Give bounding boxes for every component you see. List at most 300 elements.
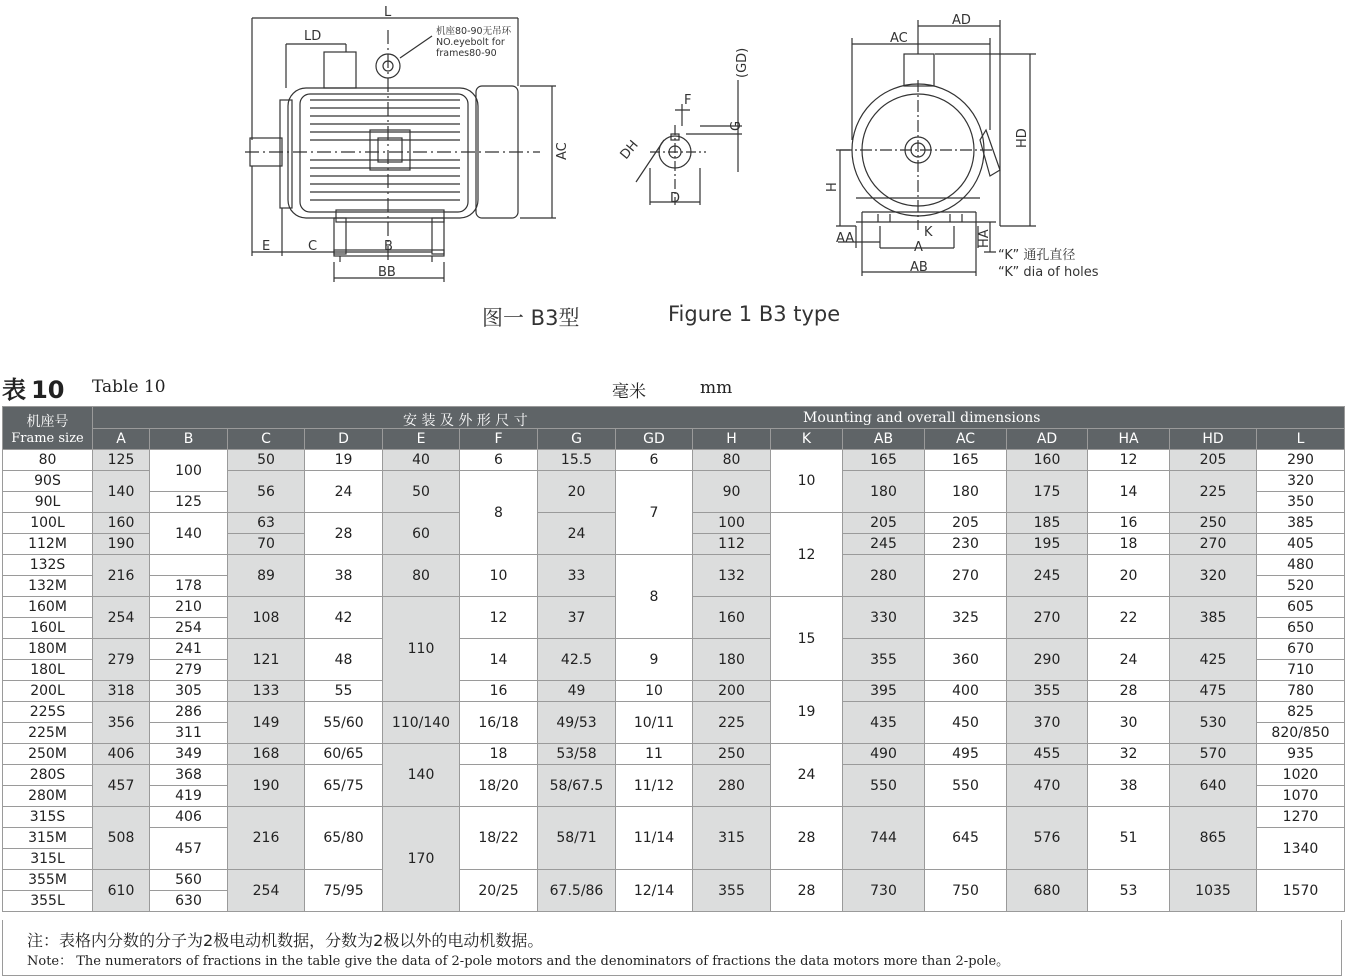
dimension-cell: 24 bbox=[1088, 639, 1170, 681]
dimension-cell: 165 bbox=[925, 450, 1007, 471]
table-title-number: 10 bbox=[31, 376, 65, 404]
label-e: E bbox=[262, 239, 271, 254]
frame-size-cell: 132S bbox=[3, 555, 93, 576]
dimension-cell: 425 bbox=[1170, 639, 1257, 681]
dimension-cell: 165 bbox=[843, 450, 925, 471]
frame-size-cell: 132M bbox=[3, 576, 93, 597]
unit-cn-wrap bbox=[612, 377, 646, 402]
dimension-cell: 24 bbox=[305, 471, 383, 513]
dimension-cell: 680 bbox=[1007, 870, 1088, 912]
dimension-cell: 279 bbox=[150, 660, 228, 681]
dimension-cell: 149 bbox=[228, 702, 305, 744]
dimension-cell: 6 bbox=[460, 450, 538, 471]
dimension-cell: 49 bbox=[538, 681, 616, 702]
dimension-cell: 18 bbox=[1088, 534, 1170, 555]
dimension-cell: 560 bbox=[150, 870, 228, 891]
dimension-cell: 250 bbox=[1170, 513, 1257, 534]
dimension-cell: 30 bbox=[1088, 702, 1170, 744]
dimension-cell: 744 bbox=[843, 807, 925, 870]
group-header-cn: 安 装 及 外 形 尺 寸 bbox=[403, 413, 528, 429]
column-header: A bbox=[93, 429, 150, 450]
dimension-cell: 355 bbox=[1007, 681, 1088, 702]
dimension-cell: 175 bbox=[1007, 471, 1088, 513]
dimension-cell: 435 bbox=[843, 702, 925, 744]
frame-size-cell: 200L bbox=[3, 681, 93, 702]
dimension-cell: 60 bbox=[383, 513, 460, 555]
dimension-cell: 311 bbox=[150, 723, 228, 744]
dimension-cell: 1035 bbox=[1170, 870, 1257, 912]
unit-en-wrap bbox=[700, 378, 732, 398]
dimension-cell: 190 bbox=[93, 534, 150, 555]
unit-en: mm bbox=[700, 378, 733, 398]
dimension-cell: 42 bbox=[305, 597, 383, 639]
dimension-cell: 205 bbox=[925, 513, 1007, 534]
frame-size-cell: 355M bbox=[3, 870, 93, 891]
dimension-cell: 140 bbox=[150, 513, 228, 555]
table-row bbox=[3, 744, 1345, 765]
dimension-cell: 12/14 bbox=[616, 870, 693, 912]
label-l: L bbox=[384, 5, 392, 20]
dimension-cell: 216 bbox=[93, 555, 150, 597]
dimension-cell: 270 bbox=[925, 555, 1007, 597]
column-header: AB bbox=[843, 429, 925, 450]
dimension-cell: 355 bbox=[693, 870, 771, 912]
dimension-cell: 55 bbox=[305, 681, 383, 702]
label-g: G bbox=[729, 120, 744, 131]
dimension-cell: 225 bbox=[693, 702, 771, 744]
dimension-cell: 610 bbox=[93, 870, 150, 912]
figure-caption-en: Figure 1 B3 type bbox=[668, 302, 841, 326]
dimension-cell: 48 bbox=[305, 639, 383, 681]
dimension-cell: 520 bbox=[1257, 576, 1345, 597]
dimension-cell: 570 bbox=[1170, 744, 1257, 765]
note-cn: 注：表格内分数的分子为2极电动机数据，分数为2极以外的电动机数据。 bbox=[27, 931, 544, 950]
dimension-cell: 650 bbox=[1257, 618, 1345, 639]
dimension-cell: 14 bbox=[460, 639, 538, 681]
dimension-cell: 865 bbox=[1170, 807, 1257, 870]
table-title-en-wrap bbox=[92, 377, 166, 397]
dimension-cell: 1340 bbox=[1257, 828, 1345, 870]
dimension-cell: 133 bbox=[228, 681, 305, 702]
dimension-cell: 12 bbox=[771, 513, 843, 597]
dimension-cell: 180 bbox=[693, 639, 771, 681]
dimension-cell: 16/18 bbox=[460, 702, 538, 744]
dimension-cell: 11/14 bbox=[616, 807, 693, 870]
dimension-cell: 18/22 bbox=[460, 807, 538, 870]
frame-size-header bbox=[3, 407, 93, 450]
column-header: D bbox=[305, 429, 383, 450]
dimension-cell: 90 bbox=[693, 471, 771, 513]
note-en-line bbox=[27, 950, 1009, 969]
frame-size-cell: 355L bbox=[3, 891, 93, 912]
label-d: D bbox=[670, 191, 681, 206]
frame-size-cell: 160L bbox=[3, 618, 93, 639]
label-aa: AA bbox=[836, 231, 855, 246]
frame-size-cell: 315S bbox=[3, 807, 93, 828]
dimension-cell: 50 bbox=[228, 450, 305, 471]
table-row bbox=[3, 765, 1345, 786]
note-en-label: Note： bbox=[27, 954, 73, 969]
dimension-cell: 16 bbox=[1088, 513, 1170, 534]
dimension-cell: 550 bbox=[925, 765, 1007, 807]
dimension-cell: 140 bbox=[383, 744, 460, 807]
dimension-cell: 38 bbox=[305, 555, 383, 597]
dimension-cell: 457 bbox=[150, 828, 228, 870]
dimension-cell: 820/850 bbox=[1257, 723, 1345, 744]
dimension-cell: 780 bbox=[1257, 681, 1345, 702]
dimension-cell: 355 bbox=[843, 639, 925, 681]
dimension-cell: 495 bbox=[925, 744, 1007, 765]
frame-size-cell: 315L bbox=[3, 849, 93, 870]
dimension-cell: 65/80 bbox=[305, 807, 383, 870]
unit-cn: 毫米 bbox=[612, 382, 646, 402]
dimension-cell: 53/58 bbox=[538, 744, 616, 765]
column-header: H bbox=[693, 429, 771, 450]
dimension-cell: 330 bbox=[843, 597, 925, 639]
dimension-cell: 368 bbox=[150, 765, 228, 786]
dimension-cell: 170 bbox=[383, 807, 460, 912]
dimension-cell: 9 bbox=[616, 639, 693, 681]
dimension-cell: 10 bbox=[460, 555, 538, 597]
frame-size-cell: 280S bbox=[3, 765, 93, 786]
dimension-cell: 349 bbox=[150, 744, 228, 765]
label-c: C bbox=[308, 239, 318, 254]
dimension-cell: 395 bbox=[843, 681, 925, 702]
column-header-row bbox=[3, 429, 1345, 450]
column-header: C bbox=[228, 429, 305, 450]
label-hd: HD bbox=[1015, 128, 1030, 148]
frame-size-cell: 80 bbox=[3, 450, 93, 471]
dimension-cell: 318 bbox=[93, 681, 150, 702]
dimension-cell: 10/11 bbox=[616, 702, 693, 744]
dimension-cell: 279 bbox=[93, 639, 150, 681]
dimension-cell: 400 bbox=[925, 681, 1007, 702]
label-h: H bbox=[825, 182, 840, 192]
dimension-cell: 15.5 bbox=[538, 450, 616, 471]
dimension-cell: 24 bbox=[771, 744, 843, 807]
dimension-cell: 28 bbox=[771, 807, 843, 870]
holes-note-1: “K” 通孔直径 bbox=[998, 248, 1076, 263]
dimension-cell: 1020 bbox=[1257, 765, 1345, 786]
dimension-cell: 24 bbox=[538, 513, 616, 555]
label-bb: BB bbox=[378, 265, 396, 280]
dimension-cell: 58/67.5 bbox=[538, 765, 616, 807]
dimension-cell: 63 bbox=[228, 513, 305, 534]
frame-size-cell: 112M bbox=[3, 534, 93, 555]
dimension-cell: 185 bbox=[1007, 513, 1088, 534]
dimension-cell: 28 bbox=[1088, 681, 1170, 702]
label-ld: LD bbox=[304, 29, 322, 44]
dimension-cell: 245 bbox=[1007, 555, 1088, 597]
label-ac-front: AC bbox=[890, 31, 908, 46]
dimension-cell: 168 bbox=[228, 744, 305, 765]
group-header-en: Mounting and overall dimensions bbox=[803, 410, 1041, 426]
dimension-cell: 20/25 bbox=[460, 870, 538, 912]
dimension-cell: 230 bbox=[925, 534, 1007, 555]
column-header: K bbox=[771, 429, 843, 450]
dimension-cell: 56 bbox=[228, 471, 305, 513]
dimension-cell: 200 bbox=[693, 681, 771, 702]
dimension-cell: 320 bbox=[1257, 471, 1345, 492]
dimension-cell: 160 bbox=[93, 513, 150, 534]
column-header: L bbox=[1257, 429, 1345, 450]
dimension-cell: 550 bbox=[843, 765, 925, 807]
dimension-cell: 254 bbox=[150, 618, 228, 639]
dimension-cell: 1070 bbox=[1257, 786, 1345, 807]
label-dh: DH bbox=[617, 137, 642, 163]
label-gd: (GD) bbox=[735, 47, 750, 78]
column-header: F bbox=[460, 429, 538, 450]
dimension-cell: 40 bbox=[383, 450, 460, 471]
dimension-cell: 245 bbox=[843, 534, 925, 555]
dimension-cell: 178 bbox=[150, 576, 228, 597]
dimension-cell: 75/95 bbox=[305, 870, 383, 912]
dimension-cell: 630 bbox=[150, 891, 228, 912]
dimension-cell: 20 bbox=[1088, 555, 1170, 597]
dimension-cell: 20 bbox=[538, 471, 616, 513]
frame-header-cn: 机座号 bbox=[26, 413, 69, 430]
dimension-cell: 32 bbox=[1088, 744, 1170, 765]
column-header: E bbox=[383, 429, 460, 450]
dimension-cell: 270 bbox=[1007, 597, 1088, 639]
table-body bbox=[3, 450, 1345, 912]
frame-size-cell: 315M bbox=[3, 828, 93, 849]
dimension-cell: 645 bbox=[925, 807, 1007, 870]
dimension-cell: 8 bbox=[616, 555, 693, 639]
dimension-cell: 320 bbox=[1170, 555, 1257, 597]
dimension-cell: 350 bbox=[1257, 492, 1345, 513]
label-b: B bbox=[384, 239, 393, 254]
dimension-cell: 286 bbox=[150, 702, 228, 723]
group-header bbox=[93, 407, 1345, 429]
dimension-cell: 356 bbox=[93, 702, 150, 744]
dimension-cell: 530 bbox=[1170, 702, 1257, 744]
dimension-cell: 37 bbox=[538, 597, 616, 639]
dimension-cell: 14 bbox=[1088, 471, 1170, 513]
terminal-box bbox=[370, 130, 410, 170]
dimension-cell: 480 bbox=[1257, 555, 1345, 576]
dimension-cell: 576 bbox=[1007, 807, 1088, 870]
column-header: B bbox=[150, 429, 228, 450]
dimension-cell: 18 bbox=[460, 744, 538, 765]
dimension-cell: 18/20 bbox=[460, 765, 538, 807]
dimension-cell: 670 bbox=[1257, 639, 1345, 660]
dimension-cell: 49/53 bbox=[538, 702, 616, 744]
dimension-cell: 190 bbox=[228, 765, 305, 807]
table-title-cn: 表 bbox=[2, 376, 26, 404]
dimension-cell: 125 bbox=[93, 450, 150, 471]
dimension-cell: 125 bbox=[150, 492, 228, 513]
label-ac: AC bbox=[555, 142, 570, 160]
dimension-cell: 121 bbox=[228, 639, 305, 681]
dimensions-table bbox=[2, 406, 1345, 912]
dimension-cell: 508 bbox=[93, 807, 150, 870]
dimension-cell: 110/140 bbox=[383, 702, 460, 744]
dimension-cell: 132 bbox=[693, 555, 771, 597]
dimension-cell: 22 bbox=[1088, 597, 1170, 639]
dimension-cell: 195 bbox=[1007, 534, 1088, 555]
dimension-cell: 112 bbox=[693, 534, 771, 555]
dimension-cell: 406 bbox=[150, 807, 228, 828]
dimension-cell: 280 bbox=[843, 555, 925, 597]
dimension-cell: 55/60 bbox=[305, 702, 383, 744]
dimension-cell: 216 bbox=[228, 807, 305, 870]
dimension-cell: 1270 bbox=[1257, 807, 1345, 828]
dimension-cell: 100 bbox=[150, 450, 228, 492]
dimension-cell: 80 bbox=[383, 555, 460, 597]
dimension-cell: 455 bbox=[1007, 744, 1088, 765]
dimension-cell: 205 bbox=[1170, 450, 1257, 471]
dimension-cell: 12 bbox=[1088, 450, 1170, 471]
dimension-cell: 290 bbox=[1007, 639, 1088, 681]
column-header: G bbox=[538, 429, 616, 450]
table-row bbox=[3, 639, 1345, 660]
table-note bbox=[2, 920, 1342, 976]
dimension-cell: 457 bbox=[93, 765, 150, 807]
dimension-cell: 825 bbox=[1257, 702, 1345, 723]
dimension-cell: 225 bbox=[1170, 471, 1257, 513]
dimension-cell: 325 bbox=[925, 597, 1007, 639]
dimension-cell: 28 bbox=[771, 870, 843, 912]
label-ha: HA bbox=[977, 229, 992, 248]
figure-caption-cn: 图一 B3型 bbox=[482, 306, 580, 330]
frame-size-cell: 90L bbox=[3, 492, 93, 513]
dimension-cell: 370 bbox=[1007, 702, 1088, 744]
dimension-cell: 419 bbox=[150, 786, 228, 807]
label-ab: AB bbox=[910, 260, 928, 275]
frame-size-cell: 90S bbox=[3, 471, 93, 492]
frame-size-cell: 160M bbox=[3, 597, 93, 618]
dimension-cell: 160 bbox=[1007, 450, 1088, 471]
b3-type-drawing bbox=[0, 0, 1346, 345]
eyebolt-note-2: NO.eyebolt for bbox=[436, 37, 505, 48]
frame-size-cell: 225S bbox=[3, 702, 93, 723]
table-row bbox=[3, 807, 1345, 828]
dimension-cell: 935 bbox=[1257, 744, 1345, 765]
dimension-cell: 710 bbox=[1257, 660, 1345, 681]
dimension-cell: 160 bbox=[693, 597, 771, 639]
note-en: The numerators of fractions in the table give the data of 2-pole motors and the denominators of fractions the data motors more than 2-pole。 bbox=[76, 954, 1010, 969]
dimension-cell: 205 bbox=[843, 513, 925, 534]
table-title-en: Table 10 bbox=[92, 377, 166, 397]
dimension-cell: 16 bbox=[460, 681, 538, 702]
dimension-cell: 15 bbox=[771, 597, 843, 681]
dimension-cell bbox=[150, 555, 228, 576]
table-title bbox=[2, 370, 65, 405]
dimension-cell: 470 bbox=[1007, 765, 1088, 807]
dimension-cell: 254 bbox=[93, 597, 150, 639]
dimension-cell: 1570 bbox=[1257, 870, 1345, 912]
dimension-cell: 110 bbox=[383, 597, 460, 702]
eyebolt-note-1: 机座80-90无吊环 bbox=[436, 26, 512, 37]
dimension-cell: 28 bbox=[305, 513, 383, 555]
dimension-cell: 250 bbox=[693, 744, 771, 765]
dimension-cell: 210 bbox=[150, 597, 228, 618]
dimension-cell: 640 bbox=[1170, 765, 1257, 807]
dimension-cell: 42.5 bbox=[538, 639, 616, 681]
dimension-cell: 490 bbox=[843, 744, 925, 765]
dimension-cell: 10 bbox=[616, 681, 693, 702]
dimension-cell: 385 bbox=[1257, 513, 1345, 534]
dimension-cell: 315 bbox=[693, 807, 771, 870]
column-header: HA bbox=[1088, 429, 1170, 450]
frame-size-cell: 100L bbox=[3, 513, 93, 534]
column-header: AC bbox=[925, 429, 1007, 450]
dimension-cell: 70 bbox=[228, 534, 305, 555]
dimension-cell: 385 bbox=[1170, 597, 1257, 639]
holes-note-2: “K” dia of holes bbox=[998, 265, 1099, 280]
table-row bbox=[3, 870, 1345, 891]
label-ad: AD bbox=[952, 13, 971, 28]
table-row bbox=[3, 555, 1345, 576]
dimension-cell: 60/65 bbox=[305, 744, 383, 765]
dimension-cell: 140 bbox=[93, 471, 150, 513]
dimension-cell: 38 bbox=[1088, 765, 1170, 807]
eyebolt-note-3: frames80-90 bbox=[436, 48, 497, 59]
dimension-cell: 33 bbox=[538, 555, 616, 597]
frame-header-en: Frame size bbox=[11, 430, 84, 446]
dimension-cell: 19 bbox=[771, 681, 843, 744]
dimension-cell: 180 bbox=[843, 471, 925, 513]
frame-size-cell: 180L bbox=[3, 660, 93, 681]
column-header: GD bbox=[616, 429, 693, 450]
column-header: HD bbox=[1170, 429, 1257, 450]
dimension-cell: 475 bbox=[1170, 681, 1257, 702]
dimension-cell: 80 bbox=[693, 450, 771, 471]
dimension-cell: 605 bbox=[1257, 597, 1345, 618]
frame-size-cell: 280M bbox=[3, 786, 93, 807]
dimension-cell: 450 bbox=[925, 702, 1007, 744]
dimension-cell: 50 bbox=[383, 471, 460, 513]
dimension-cell: 53 bbox=[1088, 870, 1170, 912]
dimension-cell: 180 bbox=[925, 471, 1007, 513]
dimension-cell: 65/75 bbox=[305, 765, 383, 807]
dimension-cell: 254 bbox=[228, 870, 305, 912]
label-k: K bbox=[924, 225, 933, 240]
dimension-cell: 406 bbox=[93, 744, 150, 765]
dimension-cell: 11/12 bbox=[616, 765, 693, 807]
column-header: AD bbox=[1007, 429, 1088, 450]
dimension-cell: 89 bbox=[228, 555, 305, 597]
table-row bbox=[3, 681, 1345, 702]
dimension-cell: 19 bbox=[305, 450, 383, 471]
dimension-cell: 8 bbox=[460, 471, 538, 555]
table-row bbox=[3, 702, 1345, 723]
dimension-cell: 290 bbox=[1257, 450, 1345, 471]
dimension-cell: 730 bbox=[843, 870, 925, 912]
dimension-cell: 270 bbox=[1170, 534, 1257, 555]
frame-size-cell: 250M bbox=[3, 744, 93, 765]
dimension-cell: 360 bbox=[925, 639, 1007, 681]
dimension-cell: 58/71 bbox=[538, 807, 616, 870]
frame-size-cell: 225M bbox=[3, 723, 93, 744]
dimension-cell: 108 bbox=[228, 597, 305, 639]
label-a: A bbox=[914, 240, 923, 255]
dimension-cell: 280 bbox=[693, 765, 771, 807]
dimension-cell: 51 bbox=[1088, 807, 1170, 870]
dimension-cell: 100 bbox=[693, 513, 771, 534]
motor-dimension-drawing bbox=[0, 0, 1346, 345]
dimension-cell: 12 bbox=[460, 597, 538, 639]
dimension-cell: 241 bbox=[150, 639, 228, 660]
dimension-cell: 405 bbox=[1257, 534, 1345, 555]
label-f: F bbox=[684, 93, 692, 108]
dimension-cell: 7 bbox=[616, 471, 693, 555]
dimension-cell: 11 bbox=[616, 744, 693, 765]
frame-size-cell: 180M bbox=[3, 639, 93, 660]
dimension-cell: 10 bbox=[771, 450, 843, 513]
dimension-cell: 750 bbox=[925, 870, 1007, 912]
